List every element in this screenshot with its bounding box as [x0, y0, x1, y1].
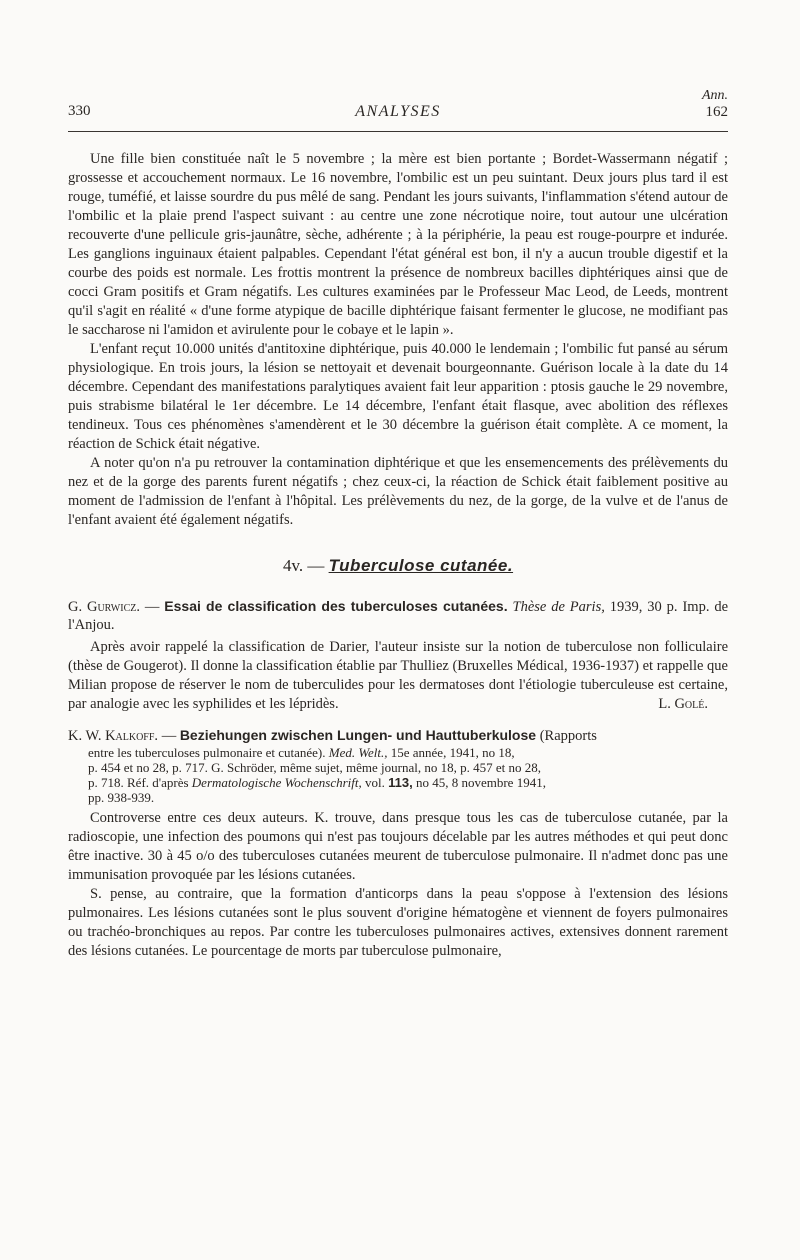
reference-gurwicz — [68, 597, 728, 634]
ref2-line5: pp. 938-939. — [88, 790, 155, 805]
ref2-volume: 113, — [388, 775, 413, 790]
running-title: ANALYSES — [355, 103, 441, 120]
volume-number: 162 — [705, 104, 728, 120]
reference-kalkoff — [68, 726, 728, 805]
ref1-dash: — — [144, 599, 160, 615]
ref2-line4-a: p. 718. Réf. d'après — [88, 775, 189, 790]
ref2-author: K. W. Kalkoff. — [68, 728, 159, 744]
ref1-abstract-text: Après avoir rappelé la classification de Darier, l'auteur insiste sur la notion de tuberculose non folliculaire (thèse de Gougerot). Il donne la classification établie par Thulliez (Bruxelles Médical, 1936-1937) et rappelle que Milian propose de réserver le nom de tuberculides pour les dermatoses dont l'étiologie tuberculeuse est certaine, par analogie avec les syphilides et les lépridès. — [68, 639, 728, 712]
ref2-title: Beziehungen zwischen Lungen- und Hauttuberkulose — [179, 727, 537, 743]
ref2-line2-rest: 15e année, 1941, no 18, — [390, 745, 515, 760]
ref2-review-journal: Dermatologische Wochenschrift, — [191, 775, 362, 790]
case-paragraph-2: L'enfant reçut 10.000 unités d'antitoxine diphtérique, puis 40.000 le lendemain ; l'ombilic fut pansé au sérum physiologique. En trois jours, la lésion se nettoyait et devenait bourgeonnante. Guérison locale à la date du 14 décembre. Cependant des manifestations paralytiques avaient fait leur apparition : ptosis gauche le 29 novembre, puis strabisme bilatéral le 1er décembre. Le 14 décembre, l'enfant était flasque, avec abolition des réflexes tendineux. Tous ces phénomènes s'amendèrent et le 30 décembre la guérison était complète. A ce moment, la réaction de Schick était négative. — [68, 341, 728, 452]
ref2-journal: Med. Welt., — [328, 745, 388, 760]
running-head — [68, 88, 728, 130]
section-heading — [68, 556, 728, 575]
journal-abbrev: Ann. — [701, 88, 728, 103]
section-dash: — — [307, 556, 325, 575]
case-paragraph-1: Une fille bien constituée naît le 5 novembre ; la mère est bien portante ; Bordet-Wassermann négatif ; grossesse et accouchement normaux. Le 16 novembre, l'ombilic est un peu suintant. Deux jours plus tard il est rouge, tuméfié, et laisse sourdre du pus mêlé de sang. Pendant les jours suivants, l'inflammation s'étend autour de l'ombilic et la plaie prend l'aspect suivant : au centre une zone nécrotique noire, tout autour une ulcération recouverte d'une pellicule gris-jaunâtre, sèche, adhérente ; à la périphérie, la peau est rouge-pourpre et indurée. Les ganglions inguinaux étaient palpables. Cependant l'état général est bon, il n'y a aucun trouble digestif et la courbe des poids est normale. Les frottis montrent la présence de nombreux bacilles diphtériques ainsi que de cocci Gram positifs et Gram négatifs. Les cultures examinées par le Professeur Mac Leod, de Leeds, montrent qu'il s'agit en réalité « d'une forme atypique de bacille diphtérique faisant fermenter le glucose, ne modifiant pas le saccharose ni l'amidon et avirulente pour le cobaye et le lapin ». — [68, 151, 728, 338]
ref1-signature: L. Golé. — [658, 696, 708, 712]
page-body — [68, 150, 728, 961]
section-number: 4v. — [282, 556, 304, 575]
ref1-title: Essai de classification des tuberculoses cutanées. — [164, 598, 508, 614]
ref1-source: 1939, 30 p. Imp. de l'Anjou. — [68, 599, 729, 633]
ref1-author: G. Gurwicz. — [68, 599, 140, 615]
ref2-line4-c: no 45, 8 novembre 1941, — [415, 775, 546, 790]
header-rule — [68, 131, 728, 132]
ref2-line2-text: entre les tuberculoses pulmonaire et cutanée). — [88, 745, 326, 760]
ref2-line4-b: vol. — [365, 775, 385, 790]
ref2-paragraph-1: Controverse entre ces deux auteurs. K. trouve, dans presque tous les cas de tuberculose cutanée, par la radioscopie, une infection des poumons qui n'est pas toujours décelable par les autres méthodes et qui peut donc être inactive. 30 à 45 o/o des tuberculoses cutanées meurent de tuberculose pulmonaire. Il n'admet donc pas une immunisation provoquée par les lésions cutanées. — [68, 810, 728, 883]
case-paragraph-3: A noter qu'on n'a pu retrouver la contamination diphtérique et que les ensemencements des prélèvements du nez et de la gorge des parents furent négatifs ; chez ceux-ci, la réaction de Schick était faiblement positive au moment de l'admission de l'enfant à l'hôpital. Les prélèvements du nez, de la gorge, de la vulve et de l'anus de l'enfant avaient été également négatifs. — [68, 455, 728, 528]
ref2-line2 — [68, 745, 728, 760]
page-number: 330 — [68, 103, 91, 119]
ref2-dash: — — [161, 728, 177, 744]
ref2-line1-rest: (Rapports — [539, 728, 597, 744]
ref1-source-italic: Thèse de Paris, — [512, 599, 605, 615]
ref2-line4 — [68, 775, 728, 790]
section-name: Tuberculose cutanée. — [328, 556, 514, 575]
ref2-paragraph-2: S. pense, au contraire, que la formation d'anticorps dans la peau s'oppose à l'extension des lésions pulmonaires. Les lésions cutanées sont le plus souvent d'origine hématogène et viennent de foyers pulmonaires ou trachéo-bronchiques au repos. Par contre les tuberculoses pulmonaires actives, extensives donnent rarement des lésions cutanées. Le pourcentage de morts par tuberculose pulmonaire, — [68, 886, 728, 959]
ref2-line3: p. 454 et no 28, p. 717. G. Schröder, même sujet, même journal, no 18, p. 457 et no 28, — [88, 760, 541, 775]
ref1-abstract — [68, 638, 728, 714]
